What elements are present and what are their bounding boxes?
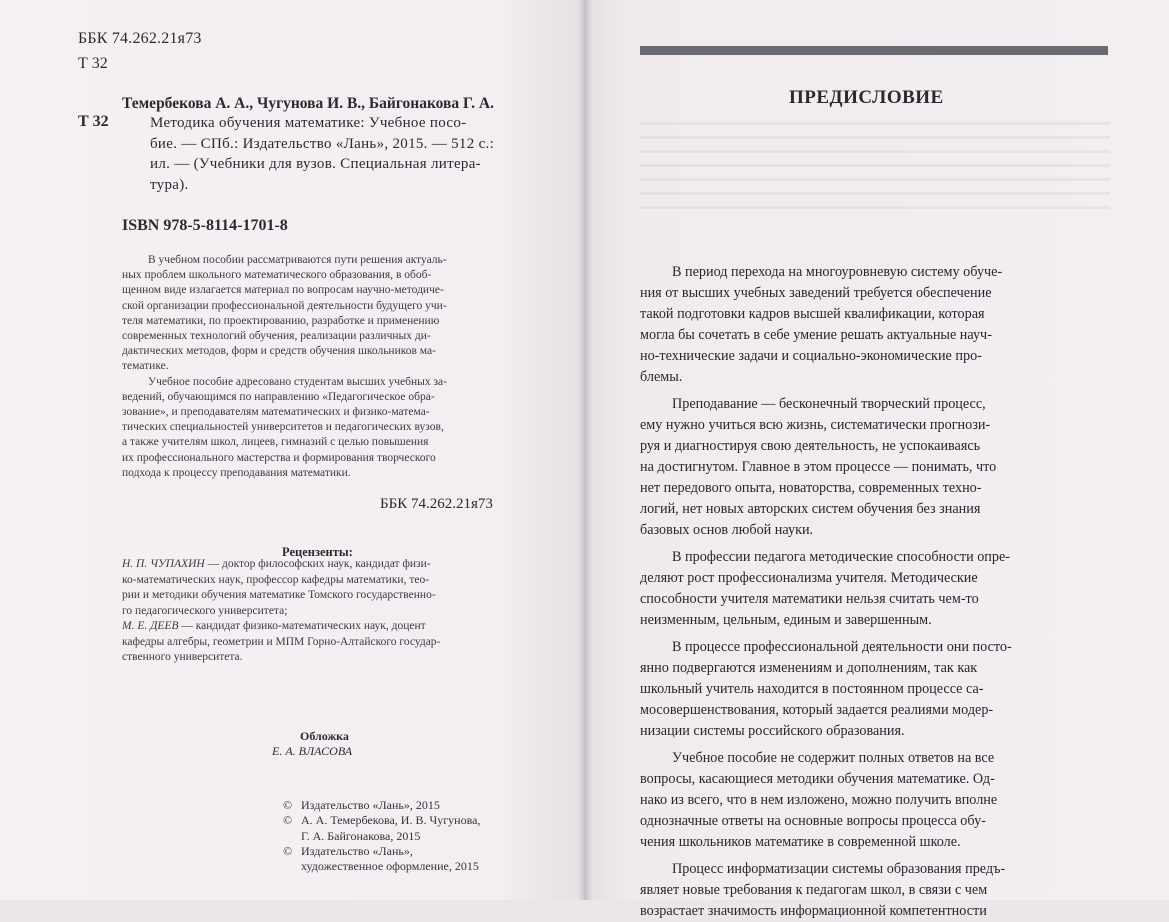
reviewer-line: ко-математических наук, профессор кафедры математики, тео- — [122, 573, 430, 586]
biblio-line: Методика обучения математике: Учебное посо- — [150, 115, 467, 131]
paragraph-line: являет новые требования к педагогам школ, в связи с чем — [640, 882, 988, 898]
paragraph-line: такой подготовки кадров высшей квалификации, которая — [640, 306, 985, 322]
paragraph-line: способности учителя математики нельзя считать чем-то — [640, 591, 979, 607]
paragraph-line: В профессии педагога методические способности опре- — [672, 549, 1011, 565]
annotation-line: щенном виде излагается материал по вопросам научно-методиче- — [122, 284, 444, 297]
copyright-text: А. А. Темербекова, И. В. Чугунова, — [301, 813, 481, 828]
paragraph-line: логий, нет новых авторских систем обучения без знания — [640, 501, 981, 517]
copyright-text: Издательство «Лань», — [301, 843, 413, 858]
reviewers-heading: Рецензенты: — [282, 545, 353, 559]
author-code-main: Т 32 — [78, 113, 109, 130]
reviewer-1-text: — доктор философских наук, кандидат физи- — [204, 558, 431, 570]
paragraph-line: низации системы российского образования. — [640, 723, 905, 739]
reviewer-2-text: — кандидат физико-математических наук, доцент — [178, 620, 426, 632]
annotation — [122, 253, 542, 481]
preface-heading: ПРЕДИСЛОВИЕ — [789, 87, 944, 108]
annotation-line: ской организации профессиональной деятельности будущего учи- — [122, 299, 447, 312]
reviewer-line: кафедры алгебры, геометрии и МПМ Горно-Алтайского государ- — [122, 635, 441, 648]
reviewer-1-first-line — [122, 557, 552, 573]
paragraph-line: неизменным, цельным, единым и завершенным. — [640, 612, 932, 628]
bbk-code-top: ББК 74.262.21я73 — [78, 30, 202, 47]
paragraph-line: ния от высших учебных заведений требуется обеспечение — [640, 285, 992, 301]
copyright-block — [283, 798, 480, 874]
paragraph-line: вопросы, касающиеся методики обучения математике. Од- — [640, 771, 995, 787]
paragraph-line: янно подвергаются изменениям и дополнениям, так как — [640, 660, 978, 676]
paragraph-line: возрастает значимость информационной компетентности — [640, 903, 987, 919]
paragraph-line: нако из всего, что в нем изложено, можно получить вполне — [640, 792, 998, 808]
annotation-line: зование», и преподавателям математических и физико-матема- — [122, 406, 430, 419]
annotation-line: теля математики, по проектированию, разработке и применению — [122, 314, 440, 327]
authors-line: Темербекова А. А., Чугунова И. В., Байгонакова Г. А. — [122, 95, 494, 112]
paragraph-line: однозначные ответы на основные вопросы процесса обу- — [640, 813, 986, 829]
paragraph-line: школьный учитель находится в постоянном процессе са- — [640, 681, 984, 697]
reviewer-2-name: М. Е. ДЕЕВ — [122, 620, 179, 632]
reviewer-line: рии и методики обучения математике Томского государственно- — [122, 589, 436, 601]
reviewer-line: го педагогического университета; — [122, 604, 288, 617]
paragraph-line: блемы. — [640, 369, 683, 385]
isbn: ISBN 978-5-8114-1701-8 — [122, 217, 288, 234]
bleed-through-texture — [640, 122, 1110, 212]
copyright-text: Г. А. Байгонакова, 2015 — [301, 828, 421, 843]
annotation-line: В учебном пособии рассматриваются пути решения актуаль- — [148, 254, 447, 266]
cover-heading: Обложка — [300, 729, 349, 743]
reviewer-1-name: Н. П. ЧУПАХИН — [122, 558, 205, 570]
paragraph-line: В процессе профессиональной деятельности они посто- — [672, 639, 1012, 655]
book-gutter — [578, 0, 592, 900]
paragraph-line: нет передового опыта, новаторства, современных техно- — [640, 480, 982, 496]
paragraph-line: мосовершенствования, который задается реалиями модер- — [640, 702, 994, 718]
copyright-line — [283, 859, 480, 874]
paragraph-line: деляют рост профессионализма учителя. Методические — [640, 570, 978, 586]
copyright-icon: © — [283, 843, 293, 858]
cover-designer: Е. А. ВЛАСОВА — [272, 744, 353, 758]
annotation-line: ных проблем школьного математического образования, в обоб- — [122, 269, 432, 282]
annotation-line: тических специальностей университетов и педагогических вузов, — [122, 421, 444, 434]
reviewer-line: ственного университета. — [122, 651, 243, 663]
annotation-line: дактических методов, форм и средств обучения школьников ма- — [122, 345, 436, 358]
paragraph-line: чения школьников математике в современной школе. — [640, 834, 961, 850]
paragraph-line: В период перехода на многоуровневую систему обуче- — [672, 264, 1003, 280]
preface-body — [640, 262, 1110, 922]
copyright-line — [283, 798, 480, 813]
paragraph-line: на достигнутом. Главное в этом процессе — понимать, что — [640, 459, 997, 475]
annotation-line: подхода к процессу преподавания математики. — [122, 466, 351, 479]
annotation-line: тематике. — [122, 360, 169, 373]
biblio-line: тура). — [150, 176, 189, 193]
header-rule — [640, 46, 1108, 55]
copyright-line — [283, 829, 480, 844]
copyright-text: Издательство «Лань», 2015 — [301, 798, 440, 812]
annotation-line: их профессионального мастерства и формирования творческого — [122, 451, 436, 464]
paragraph-line: могла бы сочетать в себе умение решать актуальные науч- — [640, 327, 992, 343]
annotation-line: Учебное пособие адресовано студентам высших учебных за- — [148, 375, 447, 388]
bibliographic-description — [150, 113, 550, 195]
copyright-line — [283, 844, 480, 859]
paragraph-line: Преподавание — бесконечный творческий процесс, — [672, 396, 986, 412]
paragraph-line: ему нужно учиться всю жизнь, систематически прогнози- — [640, 417, 991, 433]
paragraph-line: Процесс информатизации системы образования предъ- — [672, 861, 1006, 877]
copyright-icon: © — [283, 798, 293, 812]
copyright-icon: © — [283, 813, 293, 828]
paragraph-line: но-технические задачи и социально-экономические про- — [640, 348, 982, 364]
reviewer-2-first-line — [122, 619, 552, 635]
annotation-line: ведений, обучающимся по направлению «Педагогическое обра- — [122, 390, 435, 403]
biblio-line: ил. — (Учебники для вузов. Специальная литера- — [150, 156, 481, 172]
author-code-top: Т 32 — [78, 55, 108, 72]
paragraph-line: Учебное пособие не содержит полных ответов на все — [672, 750, 995, 766]
annotation-line: современных технологий обучения, реализации различных ди- — [122, 330, 431, 343]
annotation-line: а также учителям школ, лицеев, гимназий с целью повышения — [122, 436, 429, 449]
copyright-text: художественное оформление, 2015 — [301, 859, 479, 874]
paragraph-line: руя и диагностируя свою деятельность, не успокаиваясь — [640, 438, 981, 454]
reviewers-block — [122, 557, 552, 666]
copyright-line — [283, 813, 480, 828]
biblio-line: бие. — СПб.: Издательство «Лань», 2015. — 512 с.: — [150, 135, 495, 152]
bbk-code-bottom: ББК 74.262.21я73 — [380, 496, 493, 512]
paragraph-line: базовых основ любой науки. — [640, 522, 814, 538]
